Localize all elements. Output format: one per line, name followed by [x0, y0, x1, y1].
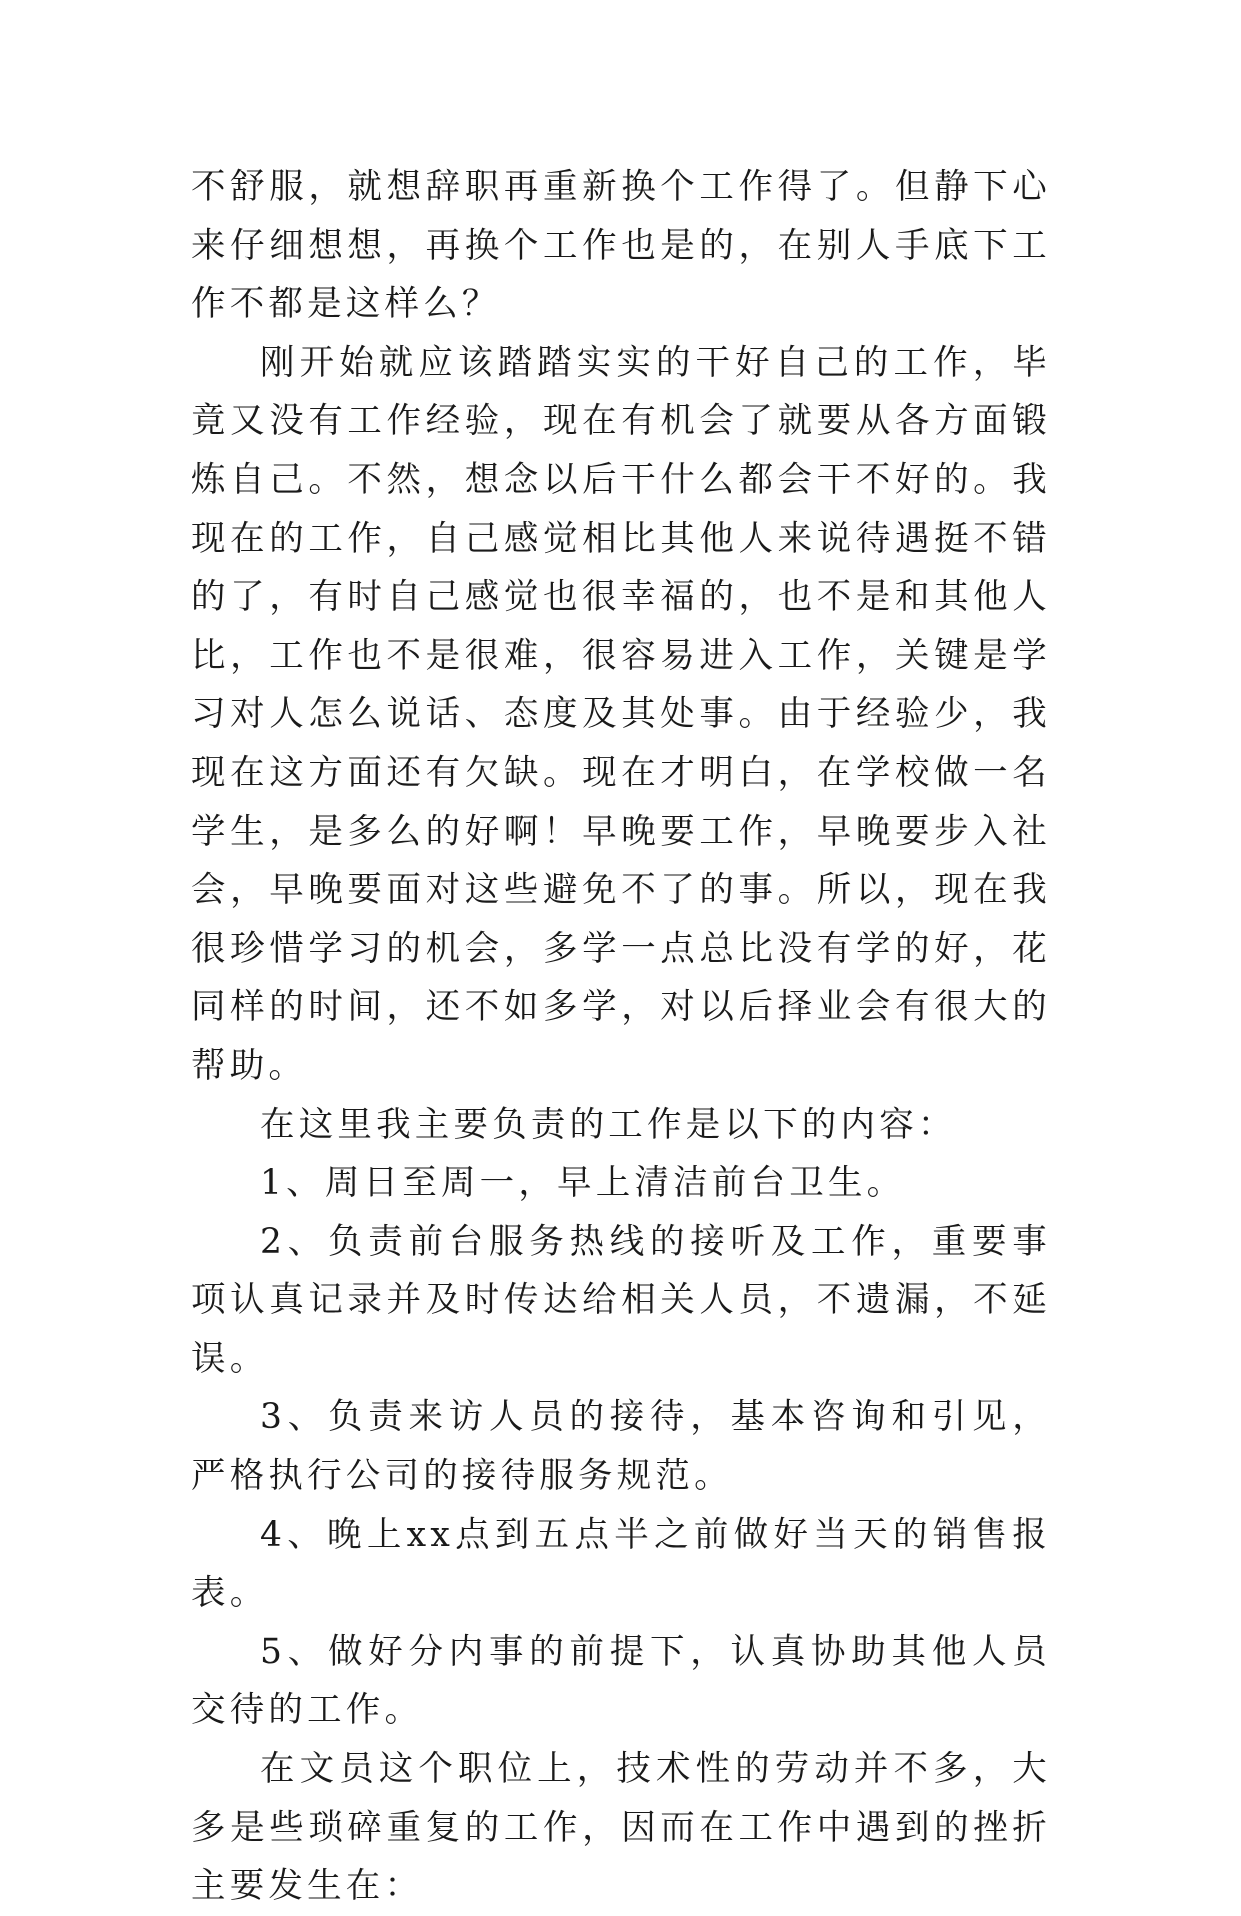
paragraph-work-reflection: 刚开始就应该踏踏实实的干好自己的工作，毕竟又没有工作经验，现在有机会了就要从各方面锻炼自己。不然，想念以后干什么都会干不好的。我现在的工作，自己感觉相比其他人来说待遇挺不错的了，有时自己感觉也很幸福的，也不是和其他人比，工作也不是很难，很容易进入工作，关键是学习对人怎么说话、态度及其处事。由于经验少，我现在这方面还有欠缺。现在才明白，在学校做一名学生，是多么的好啊！早晚要工作，早晚要步入社会，早晚要面对这些避免不了的事。所以，现在我很珍惜学习的机会，多学一点总比没有学的好，花同样的时间，还不如多学，对以后择业会有很大的帮助。: [191, 342, 1051, 1086]
list-item-duty-5: 5、做好分内事的前提下，认真协助其他人员交待的工作。: [191, 1631, 1051, 1731]
paragraph-duties-intro: 在这里我主要负责的工作是以下的内容：: [260, 1104, 957, 1145]
paragraph-continued: 不舒服，就想辞职再重新换个工作得了。但静下心来仔细想想，再换个工作也是的，在别人手底下工作不都是这样么？: [191, 167, 1051, 325]
paragraph-clerk-challenges: 在文员这个职位上，技术性的劳动并不多，大多是些琐碎重复的工作，因而在工作中遇到的挫折主要发生在：: [191, 1749, 1051, 1907]
list-item-duty-4: 4、晚上xx点到五点半之前做好当天的销售报表。: [191, 1514, 1051, 1614]
document-body: [191, 158, 1051, 1916]
list-item-duty-3: 3、负责来访人员的接待，基本咨询和引见，严格执行公司的接待服务规范。: [191, 1397, 1051, 1497]
list-item-duty-1: 1、周日至周一，早上清洁前台卫生。: [260, 1163, 906, 1204]
list-item-duty-2: 2、负责前台服务热线的接听及工作，重要事项认真记录并及时传达给相关人员，不遗漏，不延误。: [191, 1221, 1051, 1379]
